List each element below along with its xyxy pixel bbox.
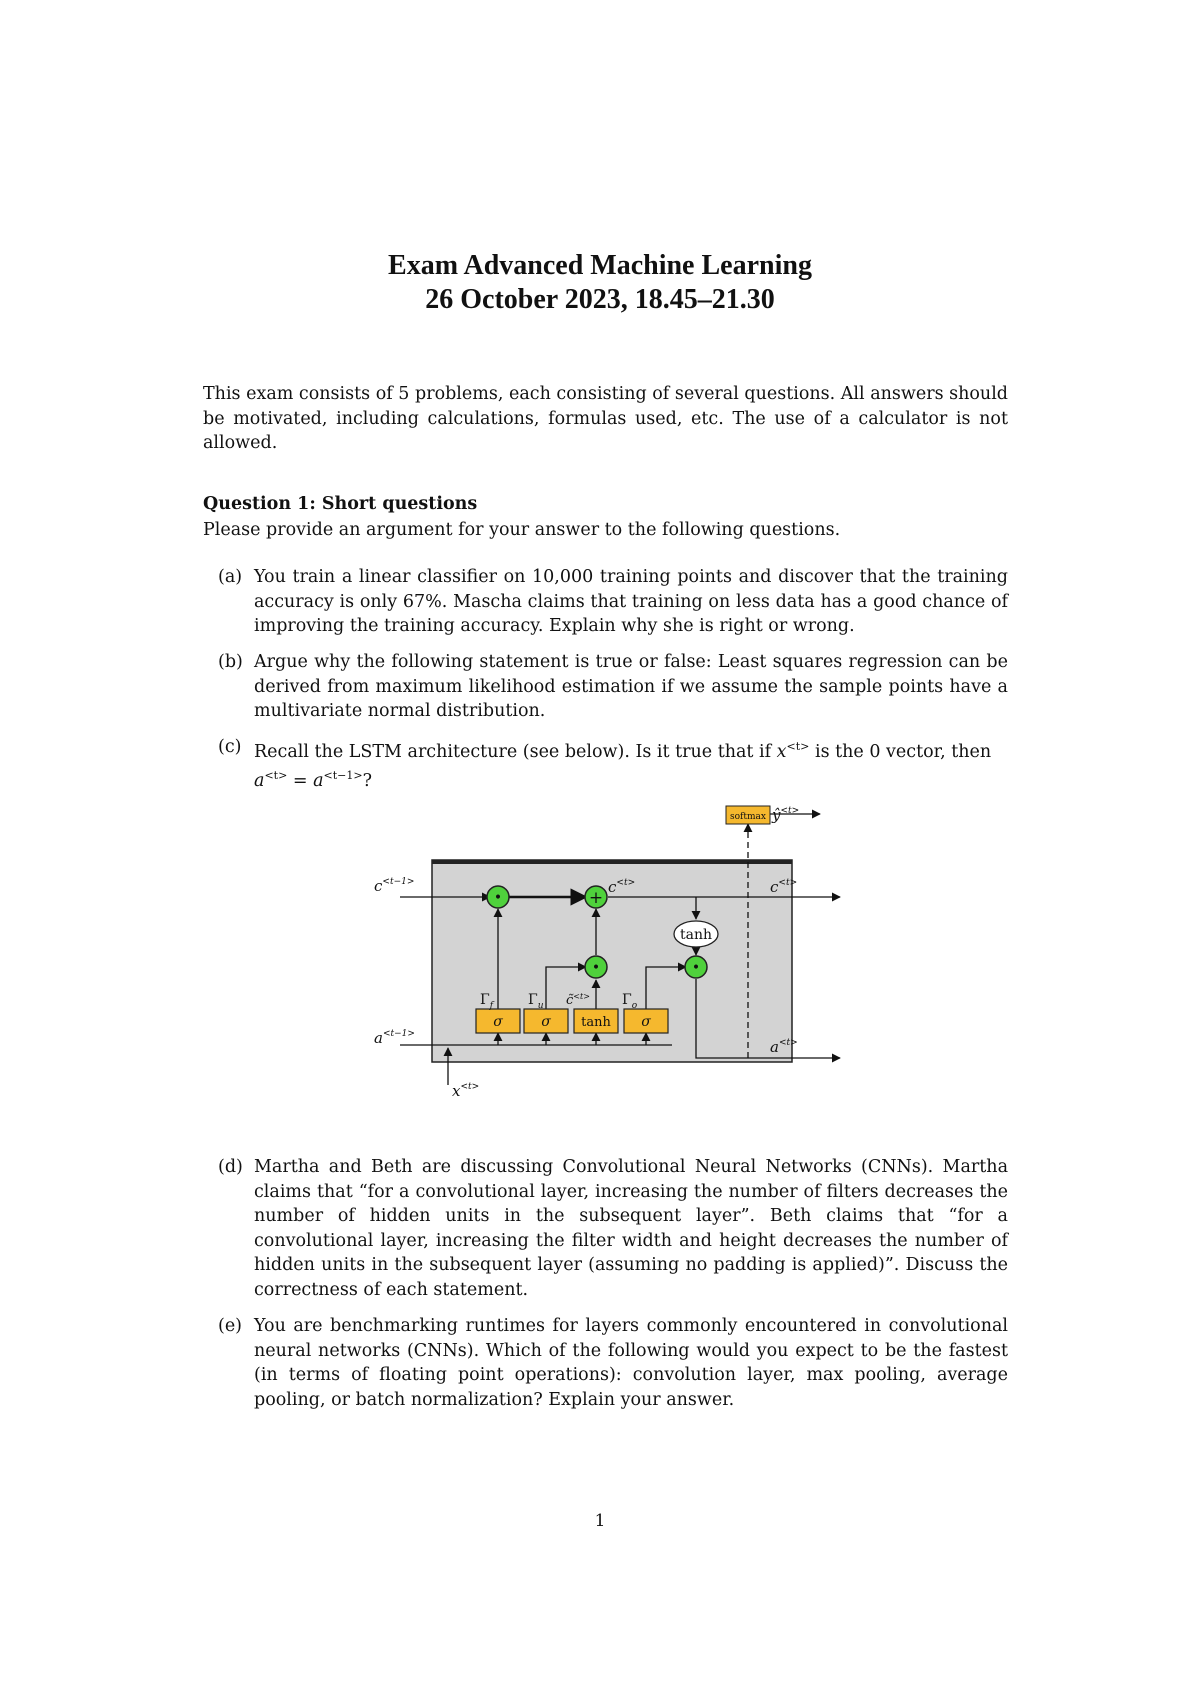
output-gate-label: $\Gamma_o$ — [622, 992, 638, 1011]
item-text: You train a linear classifier on 10,000 training points and discover that the training accuracy is only 67%. Mascha claims that training on less data has a good chance of improving the training accuracy. Explain why she is right or wrong. — [254, 567, 1008, 636]
c-t-inner-label: $c^{<t>}$ — [608, 878, 636, 896]
softmax-label: softmax — [730, 812, 766, 822]
a-prev-label: $a^{<t-1>}$ — [374, 1029, 415, 1047]
question-item-b — [203, 650, 1008, 724]
svg-text:σ: σ — [493, 1014, 503, 1030]
question-item-d — [203, 1155, 1008, 1302]
candidate-label: c̃$^{<t>}$ — [566, 992, 590, 1008]
forget-gate-label: $\Gamma_f$ — [480, 992, 494, 1011]
item-text: Recall the LSTM architecture (see below). Is it true that if $x^{<t>}$ is the 0 vector, then $a^{<t>} = a^{<t-1>}$? — [254, 740, 992, 792]
item-text: Argue why the following statement is true or false: Least squares regression can be derived from maximum likelihood estimation if we assume the sample points have a multivariate normal distribution. — [254, 652, 1008, 721]
x-t-label: $x^{<t>}$ — [452, 1082, 480, 1100]
svg-text:•: • — [591, 960, 601, 976]
item-label: (e) — [218, 1316, 243, 1336]
item-label: (a) — [218, 567, 243, 587]
update-gate-label: $\Gamma_u$ — [528, 992, 544, 1011]
page-number: 1 — [594, 1511, 606, 1531]
question-item-c — [203, 735, 1008, 794]
exam-title: Exam Advanced Machine Learning — [388, 250, 812, 281]
svg-text:•: • — [691, 960, 701, 976]
intro-paragraph: This exam consists of 5 problems, each consisting of several questions. All answers should be motivated, including calculations, formulas used, etc. The use of a calculator is not allowed. — [203, 384, 1008, 453]
svg-text:+: + — [588, 888, 604, 908]
c-prev-label: $c^{<t-1>}$ — [374, 877, 415, 895]
item-label: (b) — [218, 652, 243, 672]
svg-text:tanh: tanh — [581, 1015, 611, 1030]
svg-text:σ: σ — [541, 1014, 551, 1030]
tanh-node-label: tanh — [679, 927, 713, 943]
question-item-a — [203, 565, 1008, 639]
lstm-diagram — [360, 800, 850, 1100]
question-item-e — [203, 1314, 1008, 1412]
question-1-heading: Question 1: Short questions — [203, 494, 478, 514]
y-hat-label: $ŷ^{<t>}$ — [772, 806, 800, 824]
item-label: (d) — [218, 1157, 243, 1177]
c-t-out-label: $c^{<t>}$ — [770, 878, 798, 896]
item-text: Martha and Beth are discussing Convolutional Neural Networks (CNNs). Martha claims that “for a convolutional layer, increasing the number of filters decreases the number of hidden units in the subsequent layer”. Beth claims that “for a convolutional layer, increasing the filter width and height decreases the number of hidden units in the subsequent layer (assuming no padding is applied)”. Discuss the correctness of each statement. — [254, 1157, 1008, 1300]
item-label: (c) — [218, 737, 242, 757]
svg-text:σ: σ — [641, 1014, 651, 1030]
exam-date: 26 October 2023, 18.45–21.30 — [425, 284, 775, 315]
svg-text:•: • — [493, 890, 503, 906]
a-t-out-label: $a^{<t>}$ — [770, 1038, 798, 1056]
item-text: You are benchmarking runtimes for layers commonly encountered in convolutional neural networks (CNNs). Which of the following would you expect to be the fastest (in terms of floating point operations): convolution layer, max pooling, average pooling, or batch normalization? Explain your answer. — [254, 1316, 1008, 1410]
question-1-subheading: Please provide an argument for your answer to the following questions. — [203, 520, 841, 540]
